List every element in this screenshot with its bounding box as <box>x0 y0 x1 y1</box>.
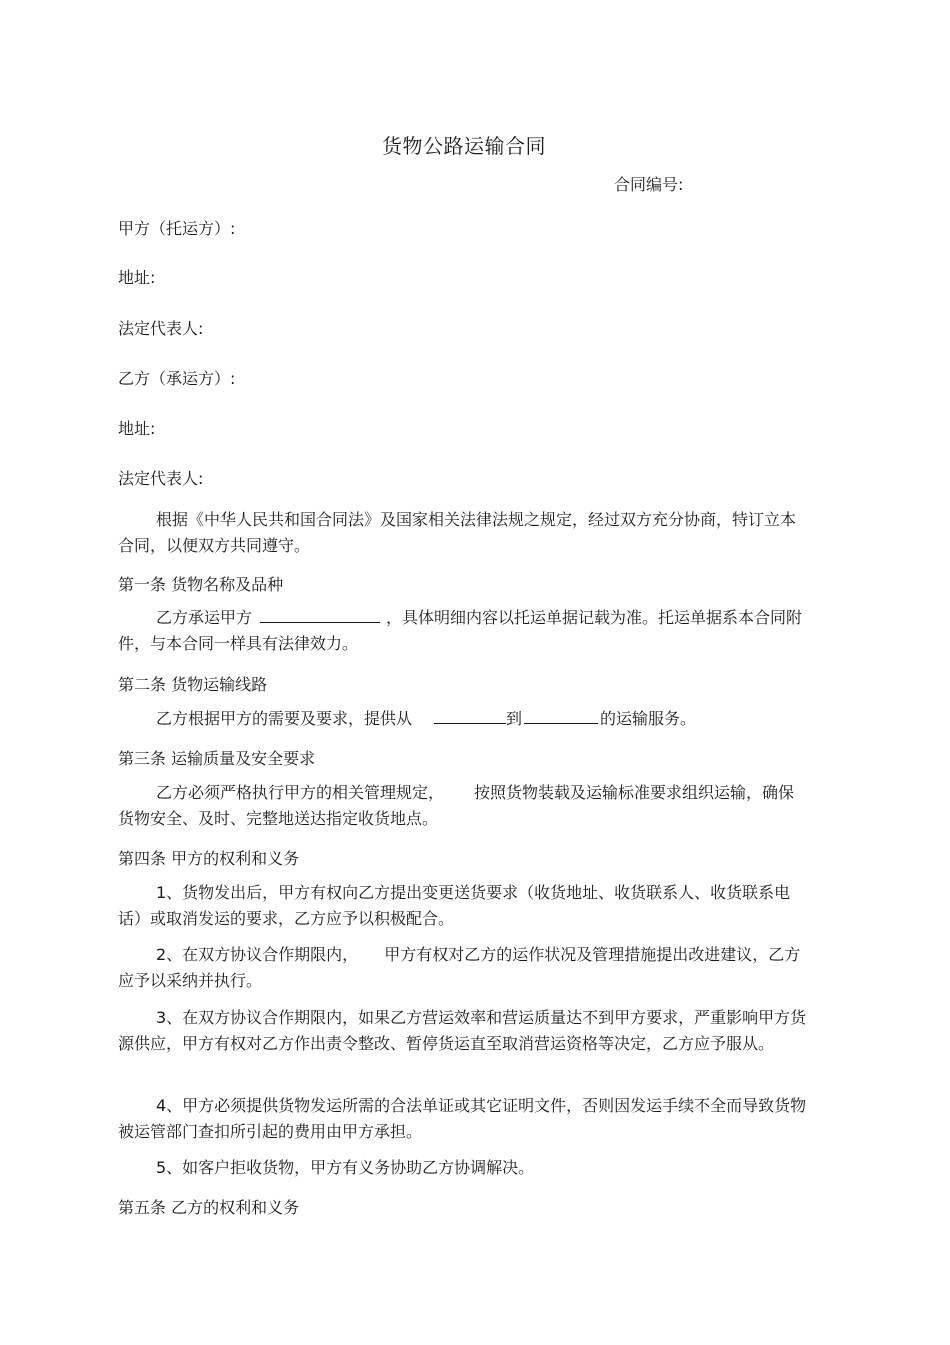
article1-text-after: ，具体明细内容以托运单据记载为准。托运单据系本合同附件，与本合同一样具有法律效力。 <box>118 608 803 653</box>
article3-text-b: 按照货物装载及运输标准要求组织运输，确保货物安全、及时、完整地送达指定收货地点。 <box>118 783 795 828</box>
article2-text-mid: 到 <box>506 709 523 728</box>
goods-name-blank <box>260 604 380 623</box>
article1-paragraph <box>118 604 808 657</box>
party-a-label: 甲方（托运方）: <box>118 219 236 238</box>
preamble-paragraph: 根据《中华人民共和国合同法》及国家相关法律法规之规定，经过双方充分协商，特订立本合同，以便双方共同遵守。 <box>118 510 797 555</box>
article4-item2 <box>118 942 808 994</box>
article4-item3: 3、在双方协议合作期限内，如果乙方营运效率和营运质量达不到甲方要求，严重影响甲方货源供应，甲方有权对乙方作出责令整改、暂停货运直至取消营运资格等决定，乙方应予服从。 <box>118 1008 807 1053</box>
origin-blank <box>434 705 506 724</box>
article5-heading: 第五条 乙方的权利和义务 <box>118 1198 300 1217</box>
article2-heading: 第二条 货物运输线路 <box>118 675 268 694</box>
article4-item5: 5、如客户拒收货物，甲方有义务协助乙方协调解决。 <box>156 1158 535 1177</box>
contract-number-label: 合同编号: <box>614 175 684 194</box>
article3-text-a: 乙方必须严格执行甲方的相关管理规定， <box>156 783 445 802</box>
article4-item2-text-a: 2、在双方协议合作期限内， <box>156 945 359 964</box>
article2-paragraph <box>118 705 808 732</box>
party-a-address-label: 地址: <box>118 268 156 287</box>
document-title: 货物公路运输合同 <box>382 134 546 158</box>
party-b-address-label: 地址: <box>118 419 156 438</box>
article4-item2-text-b: 甲方有权对乙方的运作状况及管理措施提出改进建议，乙方应予以采纳并执行。 <box>118 945 801 990</box>
article4-item4: 4、甲方必须提供货物发运所需的合法单证或其它证明文件，否则因发运手续不全而导致货物被运管部门查扣所引起的费用由甲方承担。 <box>118 1096 807 1141</box>
article4-heading: 第四条 甲方的权利和义务 <box>118 849 300 868</box>
article2-text-after: 的运输服务。 <box>600 709 697 728</box>
article4-item1: 1、货物发出后，甲方有权向乙方提出变更送货要求（收货地址、收货联系人、收货联系电话）或取消发运的要求，乙方应予以积极配合。 <box>118 883 791 928</box>
party-a-representative-label: 法定代表人: <box>118 319 204 338</box>
article1-text-before: 乙方承运甲方 <box>156 608 253 627</box>
article3-heading: 第三条 运输质量及安全要求 <box>118 749 316 768</box>
destination-blank <box>524 705 598 724</box>
party-b-label: 乙方（承运方）: <box>118 369 236 388</box>
party-b-representative-label: 法定代表人: <box>118 469 204 488</box>
article3-paragraph <box>118 780 808 832</box>
article1-heading: 第一条 货物名称及品种 <box>118 575 284 594</box>
article2-text-before: 乙方根据甲方的需要及要求，提供从 <box>156 709 413 728</box>
